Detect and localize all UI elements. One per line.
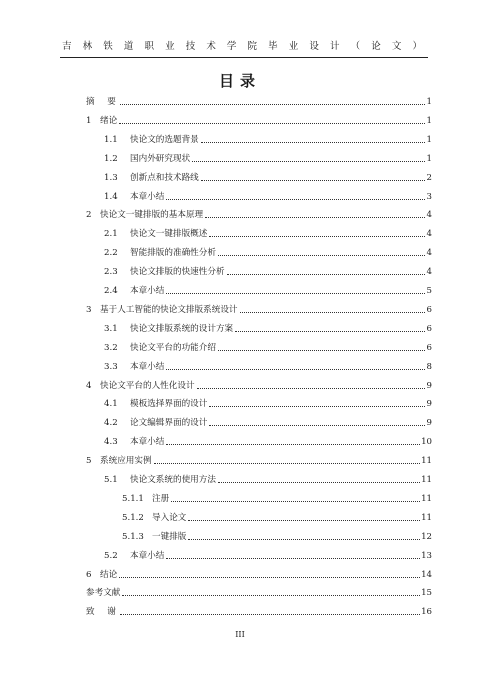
toc-entry-page: 16	[421, 607, 432, 618]
toc-entry[interactable]	[104, 436, 432, 448]
toc-dot-leader	[166, 369, 425, 370]
toc-entry-number: 2	[86, 210, 92, 221]
page-number: III	[235, 630, 245, 639]
toc-entry-label: 本章小结	[130, 286, 165, 296]
toc-entry-number: 4.2	[104, 418, 118, 429]
toc-entry-number: 5.1	[104, 475, 118, 485]
toc-entry-page: 8	[426, 361, 432, 372]
toc-entry-page: 6	[426, 323, 432, 334]
toc-entry-number: 3	[86, 304, 92, 315]
toc-entry-label: 创新点和技术路线	[130, 172, 199, 183]
toc-dot-leader	[188, 539, 420, 540]
toc-entry[interactable]	[122, 531, 432, 543]
toc-entry-label: 快论文排版的快速性分析	[130, 267, 225, 278]
toc-entry-label: 本章小结	[130, 361, 165, 372]
toc-entry[interactable]	[104, 398, 432, 410]
toc-entry[interactable]	[104, 228, 432, 240]
toc-entry[interactable]	[104, 550, 432, 562]
toc-entry-page: 9	[426, 418, 432, 429]
running-header: 吉林铁道职业技术学院毕业设计（论文）	[62, 41, 422, 52]
toc-entry[interactable]	[122, 493, 432, 505]
toc-dot-leader	[205, 217, 425, 218]
toc-dot-leader	[188, 520, 420, 521]
toc-entry[interactable]	[104, 361, 432, 373]
toc-entry-number: 3.2	[104, 342, 118, 353]
toc-entry-page: 11	[421, 512, 432, 523]
toc-entry[interactable]	[86, 304, 432, 316]
toc-entry-page: 13	[421, 550, 432, 561]
toc-dot-leader	[218, 350, 425, 351]
toc-entry-page: 9	[426, 399, 432, 410]
toc-entry[interactable]	[104, 247, 432, 259]
toc-dot-leader	[119, 577, 420, 578]
toc-entry[interactable]	[104, 172, 432, 184]
toc-dot-leader	[166, 444, 420, 445]
toc-entry-page: 2	[426, 172, 432, 183]
toc-entry-label: 致 谢	[86, 607, 118, 618]
toc-entry-label: 快论文排版系统的设计方案	[130, 323, 234, 334]
toc-entry-label: 系统应用实例	[100, 456, 152, 467]
toc-dot-leader	[166, 558, 420, 559]
toc-entry-number: 5.1.2	[122, 512, 144, 523]
toc-dot-leader	[235, 331, 425, 332]
toc-entry-page: 4	[426, 229, 432, 240]
toc-dot-leader	[209, 236, 425, 237]
toc-dot-leader	[201, 142, 425, 143]
toc-entry-page: 10	[421, 437, 432, 448]
toc-entry-page: 14	[421, 569, 432, 580]
toc-entry-page: 4	[426, 210, 432, 221]
toc-entry-label: 注册	[152, 493, 170, 504]
toc-entry-page: 1	[426, 115, 432, 126]
toc-entry-label: 绪论	[100, 115, 118, 126]
toc-entry[interactable]	[86, 455, 432, 467]
toc-entry[interactable]	[104, 342, 432, 354]
toc-dot-leader	[120, 104, 425, 105]
toc-entry[interactable]	[104, 417, 432, 429]
toc-entry-number: 2.1	[104, 229, 118, 240]
toc-entry-page: 15	[421, 588, 432, 599]
toc-entry-number: 3.3	[104, 361, 118, 372]
toc-entry[interactable]	[86, 587, 432, 599]
toc-dot-leader	[119, 123, 425, 124]
toc-dot-leader	[209, 406, 425, 407]
toc-entry[interactable]	[104, 191, 432, 203]
toc-entry-page: 4	[426, 248, 432, 259]
toc-dot-leader	[171, 501, 420, 502]
toc-entry-label: 一键排版	[152, 531, 187, 542]
toc-entry-number: 4.1	[104, 399, 118, 410]
toc-entry-page: 5	[426, 286, 432, 296]
toc-entry-page: 11	[421, 493, 432, 504]
toc-entry-page: 1	[426, 153, 432, 164]
toc-entry-number: 5	[86, 456, 92, 467]
toc-dot-leader	[122, 595, 420, 596]
toc-entry[interactable]	[86, 569, 432, 581]
toc-entry-label: 摘 要	[86, 97, 118, 107]
toc-entry-number: 1.3	[104, 172, 118, 183]
toc-entry-number: 3.1	[104, 323, 118, 334]
toc-entry-page: 3	[426, 191, 432, 202]
toc-dot-leader	[154, 463, 420, 464]
toc-entry[interactable]	[104, 134, 432, 146]
toc-entry-label: 导入论文	[152, 512, 187, 523]
toc-entry-label: 基于人工智能的快论文排版系统设计	[100, 304, 238, 315]
toc-dot-leader	[227, 274, 425, 275]
toc-dot-leader	[201, 180, 425, 181]
toc-entry-number: 5.1.3	[122, 531, 144, 542]
toc-entry-label: 本章小结	[130, 437, 165, 448]
toc-entry-label: 模板选择界面的设计	[130, 399, 208, 410]
toc-entry[interactable]	[104, 266, 432, 278]
toc-dot-leader	[218, 482, 420, 483]
toc-entry-page: 11	[421, 475, 432, 485]
toc-entry-number: 2.3	[104, 267, 118, 278]
toc-entry-number: 1	[86, 115, 92, 126]
toc-dot-leader	[197, 388, 425, 389]
toc-entry-number: 1.1	[104, 134, 118, 145]
toc-entry[interactable]	[86, 606, 432, 618]
toc-entry-number: 1.4	[104, 191, 118, 202]
toc-entry-number: 4.3	[104, 437, 118, 448]
toc-entry-label: 国内外研究现状	[130, 153, 191, 164]
toc-entry-label: 本章小结	[130, 191, 165, 202]
toc-entry[interactable]	[86, 115, 432, 127]
toc-entry-label: 智能排版的准确性分析	[130, 248, 216, 259]
toc-entry[interactable]	[86, 380, 432, 392]
toc-entry[interactable]	[104, 153, 432, 165]
toc-dot-leader	[240, 312, 425, 313]
toc-entry-label: 快论文的选题背景	[130, 134, 199, 145]
toc-entry[interactable]	[104, 323, 432, 335]
toc-entry-label: 快论文一键排版的基本原理	[100, 210, 204, 221]
toc-entry-page: 6	[426, 342, 432, 353]
toc-entry-page: 1	[426, 97, 432, 107]
toc-dot-leader	[166, 293, 425, 294]
toc-entry-page: 12	[421, 531, 432, 542]
toc-entry-page: 6	[426, 304, 432, 315]
toc-entry-page: 1	[426, 134, 432, 145]
toc-entry-label: 参考文献	[86, 588, 121, 599]
toc-dot-leader	[166, 199, 425, 200]
toc-entry[interactable]	[86, 96, 432, 108]
toc-entry-number: 1.2	[104, 153, 118, 164]
toc-entry-number: 6	[86, 569, 92, 580]
toc-entry[interactable]	[122, 512, 432, 524]
toc-dot-leader	[218, 255, 425, 256]
toc-entry[interactable]	[86, 209, 432, 221]
toc-entry-label: 论文编辑界面的设计	[130, 418, 208, 429]
toc-dot-leader	[192, 161, 425, 162]
header-rule	[60, 57, 428, 58]
toc-entry-page: 4	[426, 267, 432, 278]
toc-entry-number: 5.2	[104, 550, 118, 561]
page-title: 目录	[218, 72, 261, 90]
toc-entry-number: 2.2	[104, 248, 118, 259]
toc-entry-label: 结论	[100, 569, 118, 580]
toc-entry-number: 4	[86, 380, 92, 391]
toc-entry-page: 9	[426, 380, 432, 391]
toc-entry[interactable]	[104, 285, 432, 297]
toc-dot-leader	[209, 425, 425, 426]
toc-entry-label: 快论文平台的功能介绍	[130, 342, 216, 353]
toc-entry-label: 本章小结	[130, 550, 165, 561]
toc-entry-label: 快论文系统的使用方法	[130, 475, 216, 485]
toc-entry[interactable]	[104, 474, 432, 486]
toc-entry-label: 快论文平台的人性化设计	[100, 380, 195, 391]
toc-entry-page: 11	[421, 456, 432, 467]
toc-entry-label: 快论文一键排版概述	[130, 229, 208, 240]
toc-entry-number: 5.1.1	[122, 493, 144, 504]
toc-dot-leader	[120, 614, 420, 615]
toc-entry-number: 2.4	[104, 286, 118, 296]
